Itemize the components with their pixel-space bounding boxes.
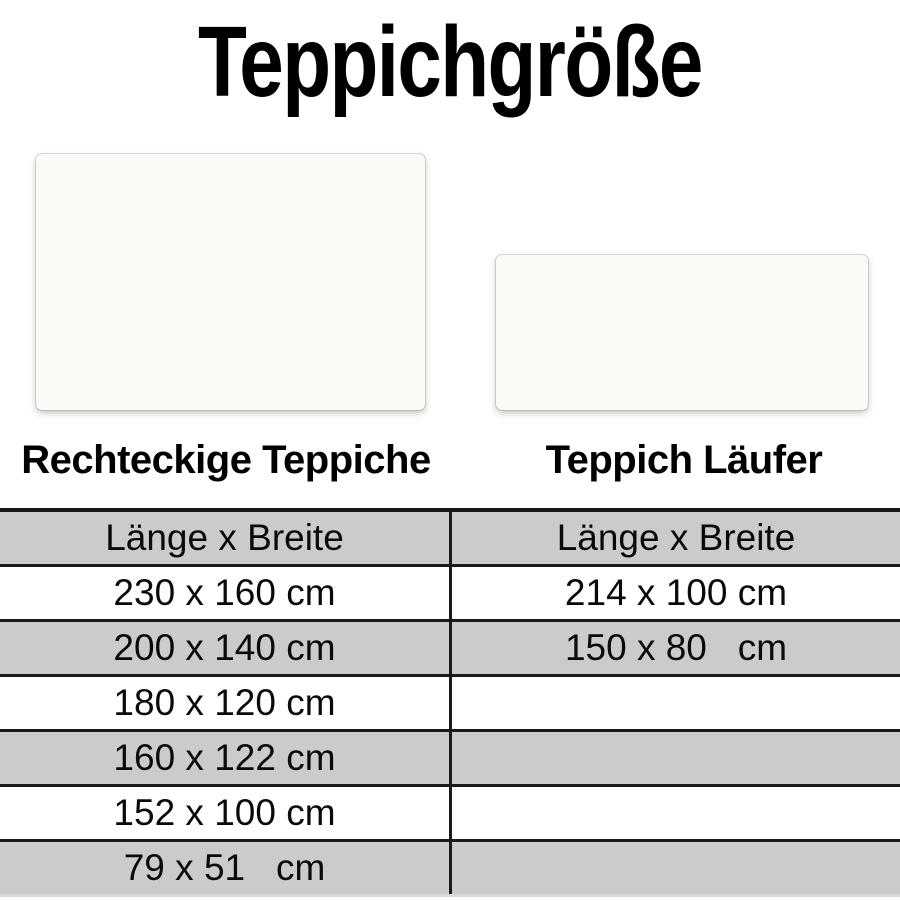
- size-cell: [452, 787, 900, 839]
- table-row: [0, 622, 900, 677]
- size-cell: 150 x 80 cm: [564, 627, 788, 668]
- size-cell: 200 x 140 cm: [0, 622, 452, 674]
- page-title-text: Teppichgröße: [198, 6, 702, 118]
- size-table: [0, 508, 900, 897]
- size-cell: 180 x 120 cm: [0, 677, 452, 729]
- rectangular-rugs-label: Rechteckige Teppiche: [21, 438, 431, 482]
- size-cell: 79 x 51 cm: [0, 842, 452, 894]
- table-row: [0, 567, 900, 622]
- size-cell: [452, 732, 900, 784]
- table-row: [0, 677, 900, 732]
- size-cell: 160 x 122 cm: [0, 732, 452, 784]
- size-cell: [452, 677, 900, 729]
- runner-rug-image: [496, 255, 868, 410]
- rectangular-rug-image: [36, 154, 425, 410]
- table-header-row: [0, 512, 900, 567]
- size-cell: 230 x 160 cm: [0, 567, 452, 619]
- size-cell: 214 x 100 cm: [564, 572, 788, 613]
- page-title: [0, 6, 900, 118]
- table-row: [0, 842, 900, 897]
- size-cell: [452, 842, 900, 894]
- table-row: [0, 787, 900, 842]
- header-cell-right: Länge x Breite: [556, 517, 796, 558]
- header-cell-left: Länge x Breite: [0, 512, 452, 564]
- table-row: [0, 732, 900, 787]
- size-cell: 152 x 100 cm: [0, 787, 452, 839]
- runner-rugs-label: Teppich Läufer: [545, 438, 823, 482]
